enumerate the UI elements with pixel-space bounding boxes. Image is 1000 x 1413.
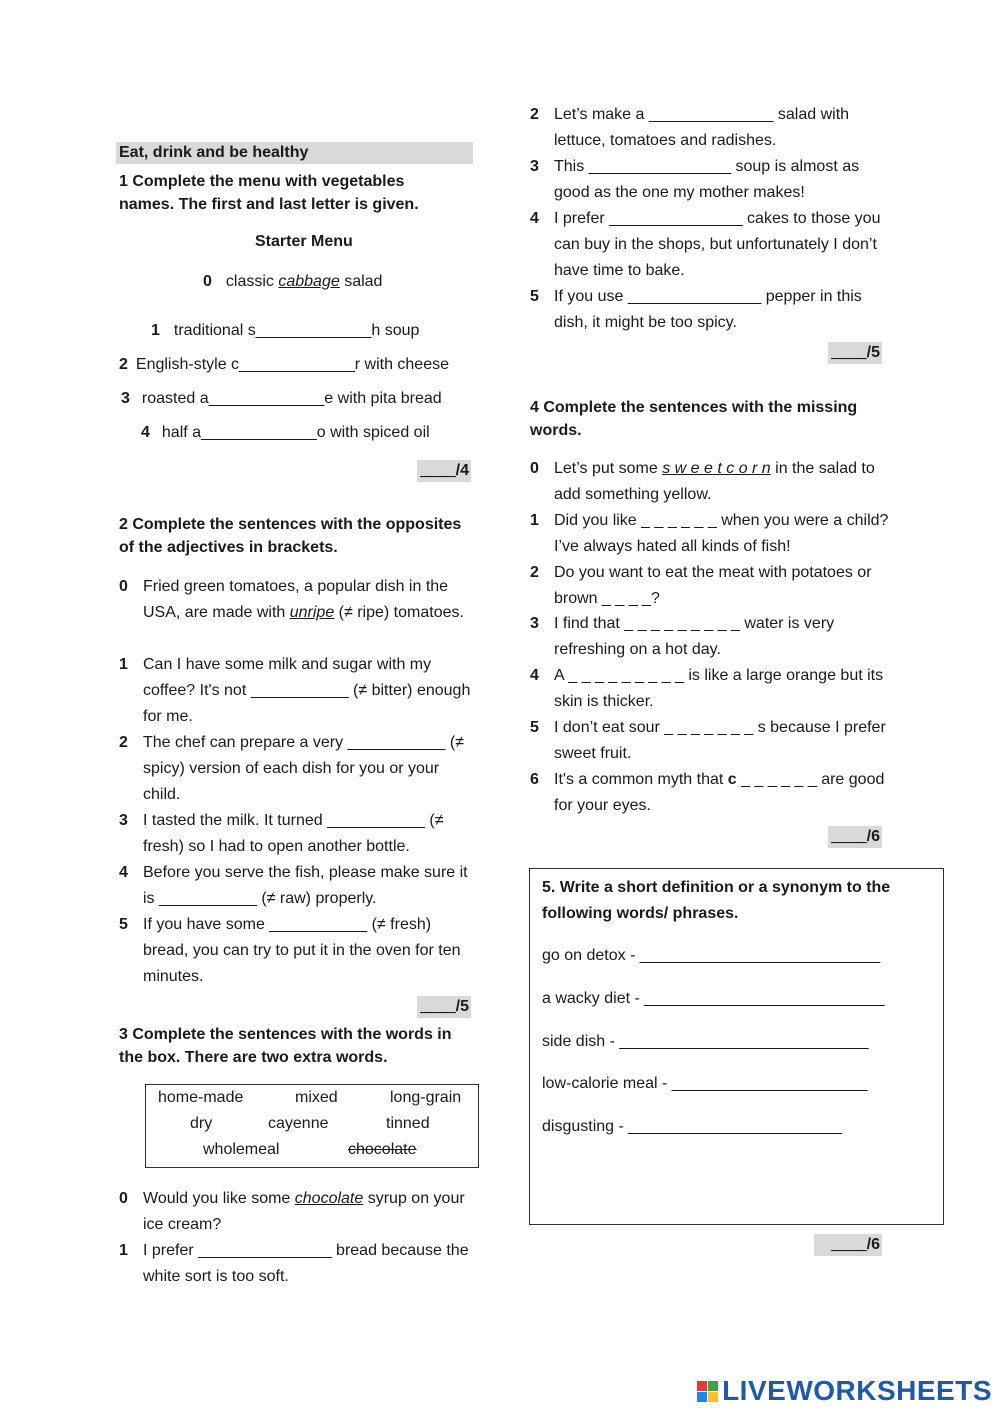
example-answer: s w e e t c o r n xyxy=(662,460,771,477)
logo-icon xyxy=(697,1381,718,1402)
word-dry: dry xyxy=(190,1115,213,1132)
definition-wacky-diet[interactable]: a wacky diet - ___________________________ xyxy=(542,990,885,1007)
menu-title: Starter Menu xyxy=(255,233,353,250)
ex4-item-4[interactable]: 4 A _ _ _ _ _ _ _ _ _ is like a large orange but its skin is thicker. xyxy=(530,667,884,710)
word-mixed: mixed xyxy=(295,1089,338,1106)
menu-item-3[interactable]: 3 roasted a_____________e with pita bread xyxy=(121,390,442,407)
ex5-instruction: 5. Write a short definition or a synonym to the following words/ phrases. xyxy=(542,879,891,922)
ex3-item-0: 0 Would you like some chocolate syrup on your ice cream? xyxy=(119,1190,465,1233)
word-box xyxy=(145,1084,479,1168)
ex4-item-0: 0 Let’s put some s w e e t c o r n in the salad to add something yellow. xyxy=(530,460,875,503)
definition-go-on-detox[interactable]: go on detox - ___________________________ xyxy=(542,947,881,964)
ex4-instruction: 4 Complete the sentences with the missing words. xyxy=(530,399,858,439)
ex3-score[interactable]: ____/5 xyxy=(828,342,882,364)
ex2-item-2[interactable]: 2 The chef can prepare a very ___________ (≠ spicy) version of each dish for you or your child. xyxy=(119,734,464,803)
ex3-item-3[interactable]: 3 This ________________ soup is almost as good as the one my mother makes! xyxy=(530,158,860,201)
ex4-item-2[interactable]: 2 Do you want to eat the meat with potatoes or brown _ _ _ _? xyxy=(530,564,872,607)
menu-item-2[interactable]: 2 English-style c_____________r with cheese xyxy=(119,356,449,373)
ex3-item-2[interactable]: 2 Let’s make a ______________ salad with lettuce, tomatoes and radishes. xyxy=(530,106,850,149)
word-tinned: tinned xyxy=(386,1115,430,1132)
ex2-item-3[interactable]: 3 I tasted the milk. It turned ___________ (≠ fresh) so I had to open another bottle. xyxy=(119,812,444,855)
page-title: Eat, drink and be healthy xyxy=(116,142,473,164)
ex2-item-4[interactable]: 4 Before you serve the fish, please make sure it is ___________ (≠ raw) properly. xyxy=(119,864,468,907)
ex1-score[interactable]: ____/4 xyxy=(417,460,471,482)
ex2-item-0: 0 Fried green tomatoes, a popular dish in the USA, are made with unripe (≠ ripe) tomatoes. xyxy=(119,578,464,621)
menu-item-1[interactable]: 1 traditional s_____________h soup xyxy=(151,322,420,339)
definition-disgusting[interactable]: disgusting - ________________________ xyxy=(542,1118,842,1135)
ex5-score[interactable]: ____/6 xyxy=(814,1234,882,1256)
logo-text: LIVEWORKSHEETS xyxy=(722,1375,992,1406)
menu-item-0: 0 classic cabbage salad xyxy=(203,273,383,290)
ex2-instruction: 2 Complete the sentences with the opposites of the adjectives in brackets. xyxy=(119,516,462,556)
example-answer: cabbage xyxy=(278,273,340,290)
ex2-item-1[interactable]: 1 Can I have some milk and sugar with my coffee? It's not ___________ (≠ bitter) enough for me. xyxy=(119,656,471,725)
menu-item-4[interactable]: 4 half a_____________o with spiced oil xyxy=(141,424,430,441)
ex4-score[interactable]: ____/6 xyxy=(828,826,882,848)
word-wholemeal: wholemeal xyxy=(203,1141,280,1158)
definition-low-calorie-meal[interactable]: low-calorie meal - ______________________ xyxy=(542,1075,868,1092)
ex2-item-5[interactable]: 5 If you have some ___________ (≠ fresh) bread, you can try to put it in the oven for ten minutes. xyxy=(119,916,461,985)
ex4-item-6[interactable]: 6 It's a common myth that c _ _ _ _ _ _ are good for your eyes. xyxy=(530,771,885,814)
ex2-score[interactable]: ____/5 xyxy=(417,996,471,1018)
liveworksheets-logo xyxy=(697,1375,992,1407)
example-answer: unripe xyxy=(289,604,335,621)
ex3-item-4[interactable]: 4 I prefer _______________ cakes to those you can buy in the shops, but unfortunately I don’t have time to bake. xyxy=(530,210,881,279)
word-long-grain: long-grain xyxy=(390,1089,462,1106)
ex1-instruction: 1 Complete the menu with vegetables names. The first and last letter is given. xyxy=(119,173,419,213)
ex4-item-3[interactable]: 3 I find that _ _ _ _ _ _ _ _ _ water is very refreshing on a hot day. xyxy=(530,615,835,658)
ex3-instruction: 3 Complete the sentences with the words in the box. There are two extra words. xyxy=(119,1026,452,1066)
ex5-box xyxy=(529,868,944,1225)
word-chocolate: chocolate xyxy=(348,1141,417,1158)
word-cayenne: cayenne xyxy=(268,1115,329,1132)
example-answer: chocolate xyxy=(294,1190,364,1207)
ex3-item-1[interactable]: 1 I prefer _______________ bread because the white sort is too soft. xyxy=(119,1242,469,1285)
word-home-made: home-made xyxy=(158,1089,244,1106)
ex4-item-5[interactable]: 5 I don’t eat sour _ _ _ _ _ _ _ s because I prefer sweet fruit. xyxy=(530,719,886,762)
ex3-item-5[interactable]: 5 If you use _______________ pepper in this dish, it might be too spicy. xyxy=(530,288,862,331)
ex4-item-1[interactable]: 1 Did you like _ _ _ _ _ _ when you were a child? I’ve always hated all kinds of fish! xyxy=(530,512,889,555)
definition-side-dish[interactable]: side dish - ____________________________ xyxy=(542,1033,869,1050)
